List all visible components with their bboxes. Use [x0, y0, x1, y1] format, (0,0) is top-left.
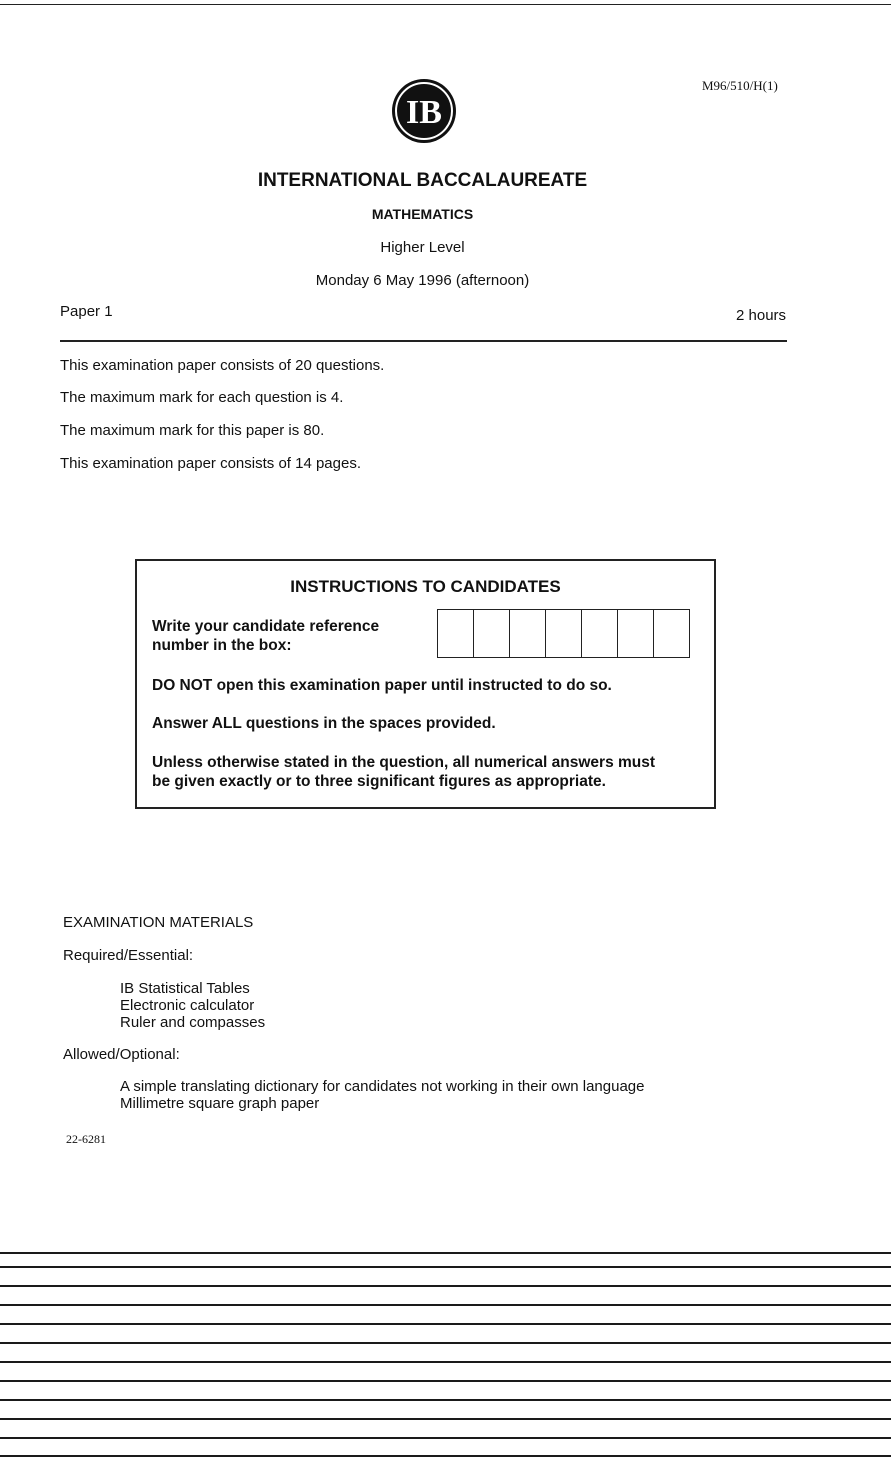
required-item: Ruler and compasses	[120, 1014, 266, 1031]
level-label: Higher Level	[380, 239, 465, 256]
footer-rule	[0, 1285, 891, 1287]
numerical-answers-line1: Unless otherwise stated in the question, all numerical answers must	[152, 754, 656, 771]
top-border-rule	[0, 4, 891, 5]
candidate-reference-grid[interactable]	[437, 609, 690, 658]
header-divider	[60, 340, 787, 342]
reference-digit-cell[interactable]	[438, 610, 474, 657]
reference-digit-cell[interactable]	[582, 610, 618, 657]
document-number: 22-6281	[66, 1132, 106, 1146]
instructions-box	[135, 559, 716, 809]
reference-digit-cell[interactable]	[618, 610, 654, 657]
materials-heading: EXAMINATION MATERIALS	[63, 914, 254, 931]
reference-digit-cell[interactable]	[510, 610, 546, 657]
footer-rule	[0, 1304, 891, 1306]
footer-rule	[0, 1437, 891, 1439]
optional-label: Allowed/Optional:	[63, 1046, 180, 1063]
footer-rule	[0, 1399, 891, 1401]
ib-logo	[391, 78, 457, 144]
numerical-answers-line2: be given exactly or to three significant figures as appropriate.	[152, 773, 606, 790]
info-pages: This examination paper consists of 14 pages.	[60, 455, 362, 472]
footer-rule	[0, 1361, 891, 1363]
info-max-mark-paper: The maximum mark for this paper is 80.	[60, 422, 325, 439]
paper-code: M96/510/H(1)	[702, 78, 778, 93]
reference-digit-cell[interactable]	[474, 610, 510, 657]
required-label: Required/Essential:	[63, 947, 194, 964]
optional-item: A simple translating dictionary for candidates not working in their own language	[120, 1078, 645, 1095]
reference-digit-cell[interactable]	[654, 610, 689, 657]
organisation-title: INTERNATIONAL BACCALAUREATE	[257, 170, 588, 191]
footer-rule	[0, 1418, 891, 1420]
info-max-mark-question: The maximum mark for each question is 4.	[60, 389, 344, 406]
duration-label: 2 hours	[736, 307, 787, 324]
instructions-title: INSTRUCTIONS TO CANDIDATES	[290, 577, 561, 596]
subject-title: MATHEMATICS	[371, 206, 474, 222]
required-item: IB Statistical Tables	[120, 980, 250, 997]
required-item: Electronic calculator	[120, 997, 255, 1014]
footer-rule	[0, 1323, 891, 1325]
ib-logo-letters: IB	[406, 94, 442, 131]
reference-instruction-line1: Write your candidate reference	[152, 618, 380, 635]
footer-rule	[0, 1266, 891, 1268]
footer-rule	[0, 1380, 891, 1382]
exam-date: Monday 6 May 1996 (afternoon)	[315, 272, 530, 289]
reference-digit-cell[interactable]	[546, 610, 582, 657]
paper-label: Paper 1	[60, 303, 113, 320]
info-questions: This examination paper consists of 20 questions.	[60, 357, 385, 374]
reference-instruction-line2: number in the box:	[152, 637, 292, 654]
optional-item: Millimetre square graph paper	[120, 1095, 320, 1112]
footer-rule	[0, 1252, 891, 1254]
answer-all-instruction: Answer ALL questions in the spaces provided.	[152, 715, 496, 732]
footer-rule	[0, 1342, 891, 1344]
footer-rule	[0, 1455, 891, 1457]
do-not-open-instruction: DO NOT open this examination paper until instructed to do so.	[152, 677, 612, 694]
